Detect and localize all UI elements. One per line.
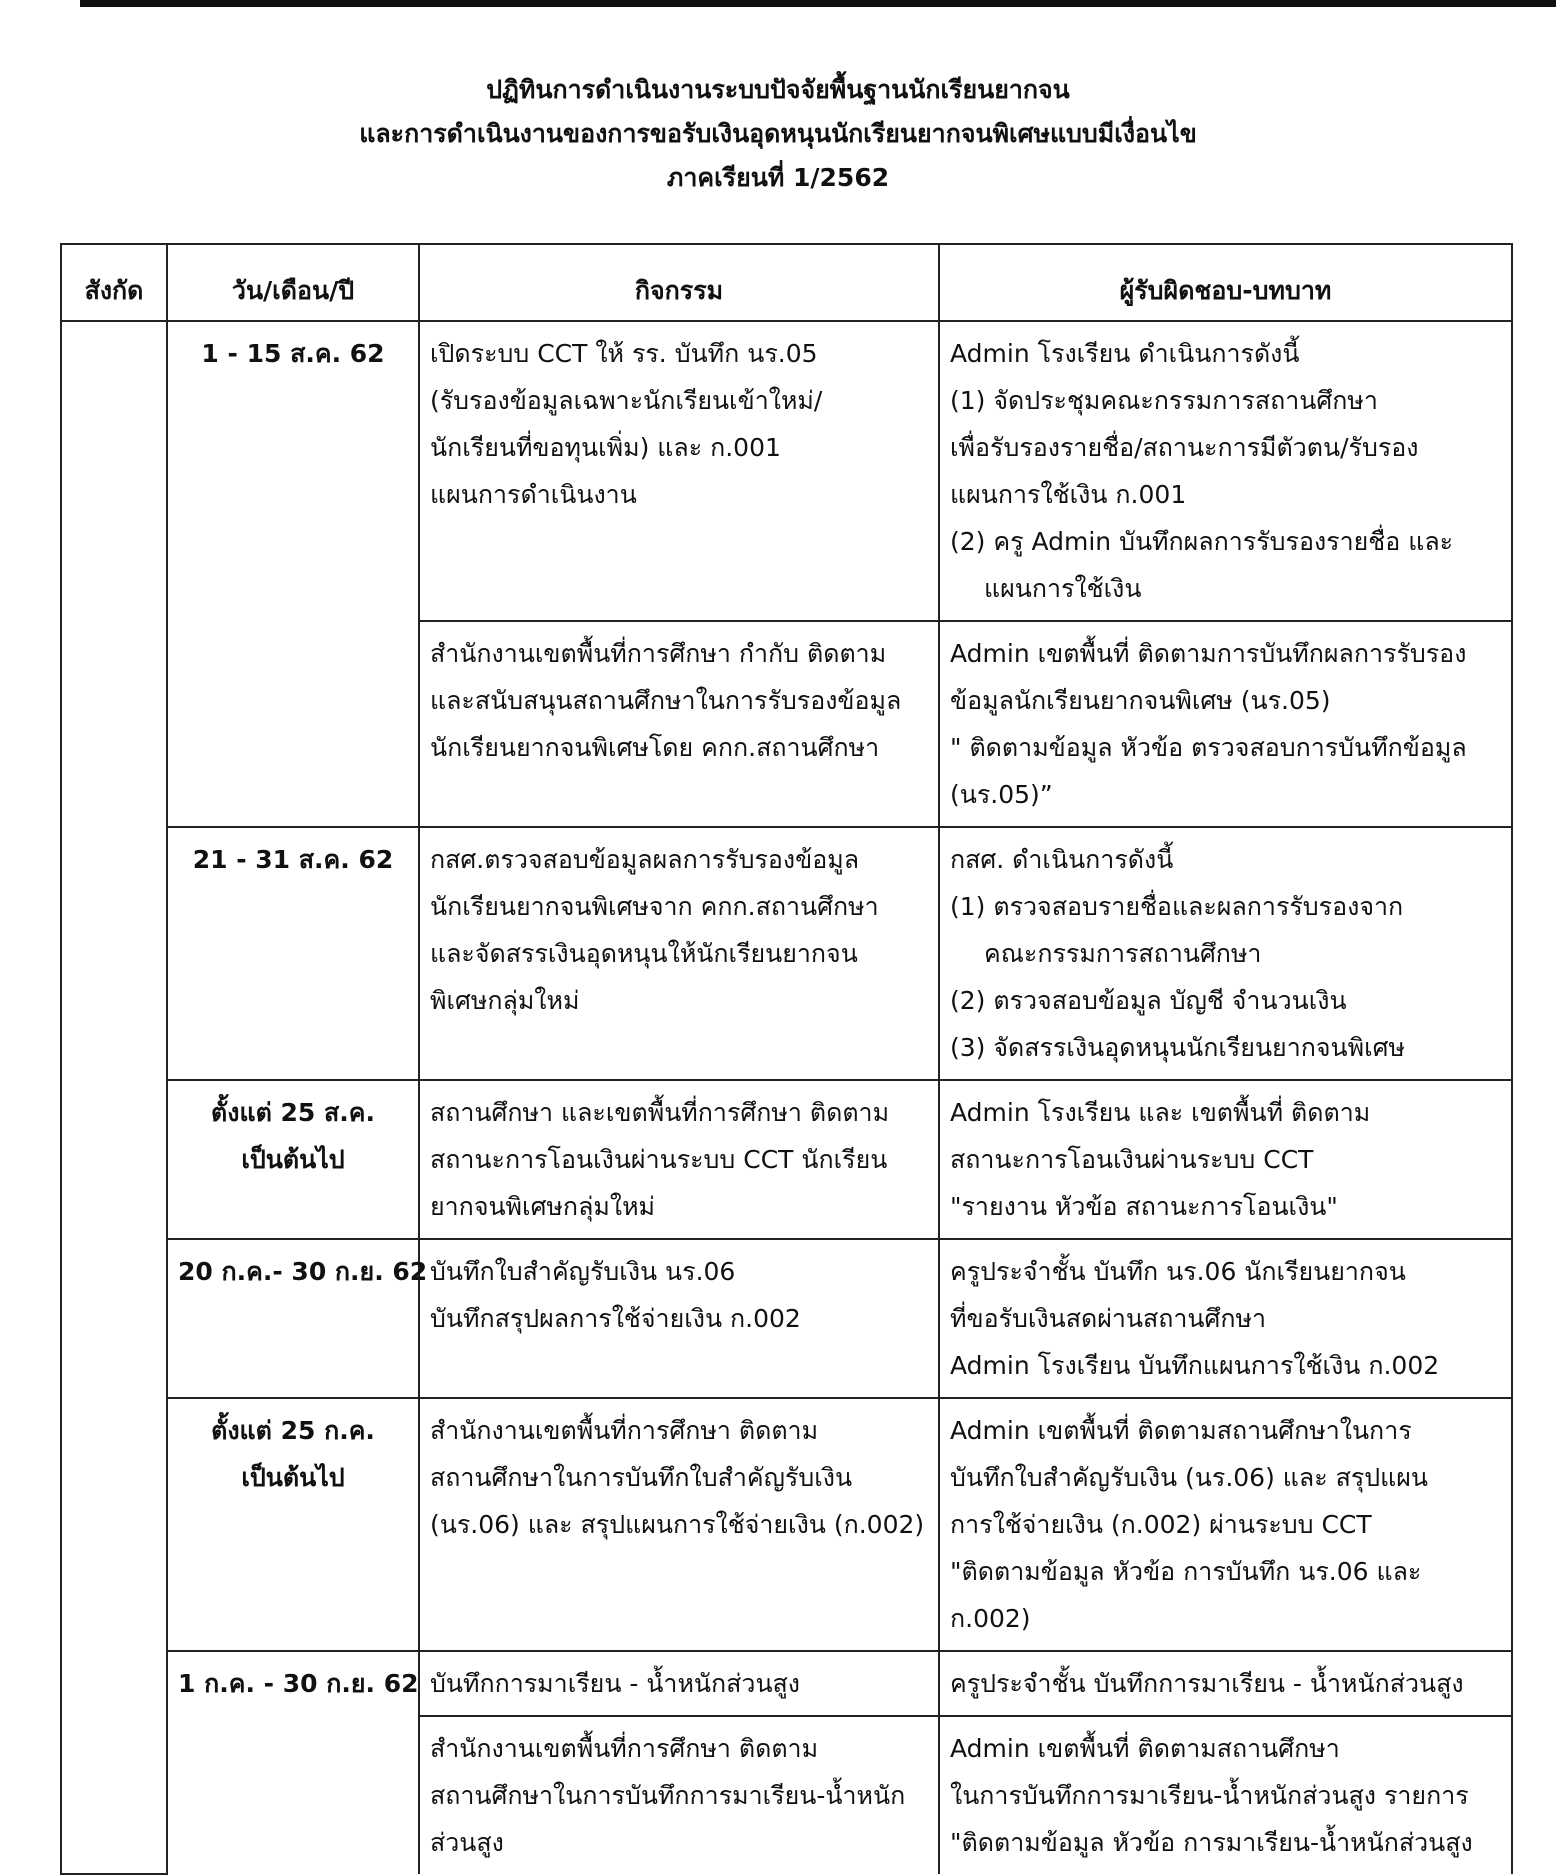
- activity-line: พิเศษกลุ่มใหม่: [430, 986, 580, 1015]
- responsible-cell: [939, 1716, 1512, 1874]
- activity-line: บันทึกการมาเรียน - น้ำหนักส่วนสูง: [430, 1669, 801, 1698]
- responsible-line: "ติดตามข้อมูล หัวข้อ การมาเรียน-น้ำหนักส่วนสูง: [950, 1828, 1473, 1857]
- responsible-line: ในการบันทึกการมาเรียน-น้ำหนักส่วนสูง รายการ: [950, 1781, 1469, 1810]
- responsible-line: กสศ. ดำเนินการดังนี้: [950, 845, 1174, 874]
- activity-cell: [419, 1398, 939, 1651]
- responsible-line: Admin เขตพื้นที่ ติดตามสถานศึกษาในการ: [950, 1416, 1412, 1445]
- date-line: ตั้งแต่ 25 ก.ค.: [211, 1416, 375, 1445]
- activity-cell: [419, 1080, 939, 1239]
- activity-cell: [419, 827, 939, 1080]
- responsible-line: Admin เขตพื้นที่ ติดตามสถานศึกษา: [950, 1734, 1340, 1763]
- activity-line: สำนักงานเขตพื้นที่การศึกษา ติดตาม: [430, 1416, 819, 1445]
- responsible-line: (2) ครู Admin บันทึกผลการรับรองรายชื่อ และ: [950, 527, 1454, 556]
- title-line-2: และการดำเนินงานของการขอรับเงินอุดหนุนนักเรียนยากจนพิเศษแบบมีเงื่อนไข: [359, 119, 1197, 148]
- responsible-line: Admin เขตพื้นที่ ติดตามการบันทึกผลการรับรอง: [950, 639, 1467, 668]
- activity-cell: [419, 1239, 939, 1398]
- table-row: [61, 1398, 1512, 1651]
- table-row: [61, 1080, 1512, 1239]
- responsible-line: Admin โรงเรียน บันทึกแผนการใช้เงิน ก.002: [950, 1351, 1440, 1380]
- table-row: [61, 321, 1512, 621]
- activity-cell: [419, 1716, 939, 1874]
- affiliation-cell: [61, 321, 167, 1874]
- activity-line: สถานศึกษา และเขตพื้นที่การศึกษา ติดตาม: [430, 1098, 890, 1127]
- responsible-line: เพื่อรับรองรายชื่อ/สถานะการมีตัวตน/รับรอง: [950, 433, 1419, 462]
- activity-line: ส่วนสูง: [430, 1828, 504, 1857]
- activity-line: ยากจนพิเศษกลุ่มใหม่: [430, 1192, 656, 1221]
- date-cell: [167, 1080, 419, 1239]
- date-line: 1 - 15 ส.ค. 62: [201, 339, 385, 368]
- responsible-line: (นร.05)”: [950, 780, 1053, 809]
- responsible-line: คณะกรรมการสถานศึกษา: [984, 939, 1262, 968]
- date-cell: [167, 1239, 428, 1398]
- header-activity: กิจกรรม: [419, 244, 939, 321]
- date-cell: [167, 827, 419, 1080]
- responsible-cell: [939, 1651, 1512, 1716]
- responsible-cell: [939, 1080, 1512, 1239]
- date-line: 1 ก.ค. - 30 ก.ย. 62: [178, 1669, 419, 1698]
- activity-line: สถานศึกษาในการบันทึกการมาเรียน-น้ำหนัก: [430, 1781, 906, 1810]
- table-row: [61, 827, 1512, 1080]
- activity-line: สำนักงานเขตพื้นที่การศึกษา ติดตาม: [430, 1734, 819, 1763]
- table-row: [61, 1651, 1512, 1716]
- top-border-bar: [80, 0, 1556, 7]
- responsible-line: สถานะการโอนเงินผ่านระบบ CCT: [950, 1145, 1314, 1174]
- responsible-line: (1) ตรวจสอบรายชื่อและผลการรับรองจาก: [950, 892, 1404, 921]
- responsible-line: ข้อมูลนักเรียนยากจนพิเศษ (นร.05): [950, 686, 1331, 715]
- activity-cell: [419, 321, 939, 621]
- responsible-line: "ติดตามข้อมูล หัวข้อ การบันทึก นร.06 และ: [950, 1557, 1422, 1586]
- date-cell: [167, 321, 419, 827]
- activity-line: สถานะการโอนเงินผ่านระบบ CCT นักเรียน: [430, 1145, 888, 1174]
- responsible-line: ครูประจำชั้น บันทึก นร.06 นักเรียนยากจน: [950, 1257, 1406, 1286]
- responsible-cell: [939, 827, 1512, 1080]
- table-header-row: [61, 244, 1512, 321]
- date-line: ตั้งแต่ 25 ส.ค.: [211, 1098, 375, 1127]
- responsible-line: บันทึกใบสำคัญรับเงิน (นร.06) และ สรุปแผน: [950, 1463, 1429, 1492]
- activity-cell: [419, 621, 939, 827]
- activity-line: บันทึกสรุปผลการใช้จ่ายเงิน ก.002: [430, 1304, 801, 1333]
- title-line-3: ภาคเรียนที่ 1/2562: [666, 163, 890, 192]
- schedule-table: [60, 243, 1513, 1875]
- responsible-line: (3) จัดสรรเงินอุดหนุนนักเรียนยากจนพิเศษ: [950, 1033, 1405, 1062]
- activity-line: นักเรียนที่ขอทุนเพิ่ม) และ ก.001: [430, 433, 781, 462]
- responsible-cell: [939, 1239, 1512, 1398]
- activity-line: กสศ.ตรวจสอบข้อมูลผลการรับรองข้อมูล: [430, 845, 860, 874]
- header-responsible: ผู้รับผิดชอบ-บทบาท: [939, 244, 1512, 321]
- document-title: [0, 68, 1556, 200]
- responsible-line: ที่ขอรับเงินสดผ่านสถานศึกษา: [950, 1304, 1267, 1333]
- activity-line: (นร.06) และ สรุปแผนการใช้จ่ายเงิน (ก.002): [430, 1510, 925, 1539]
- date-cell: [167, 1651, 419, 1874]
- responsible-line: แผนการใช้เงิน: [984, 574, 1142, 603]
- header-affiliation: สังกัด: [61, 244, 167, 321]
- responsible-cell: [939, 621, 1512, 827]
- activity-cell: [419, 1651, 939, 1716]
- date-line: เป็นต้นไป: [241, 1463, 345, 1492]
- title-line-1: ปฏิทินการดำเนินงานระบบปัจจัยพื้นฐานนักเรียนยากจน: [486, 75, 1070, 104]
- responsible-line: Admin โรงเรียน และ เขตพื้นที่ ติดตาม: [950, 1098, 1371, 1127]
- responsible-line: แผนการใช้เงิน ก.001: [950, 480, 1187, 509]
- activity-line: (รับรองข้อมูลเฉพาะนักเรียนเข้าใหม่/: [430, 386, 823, 415]
- responsible-line: การใช้จ่ายเงิน (ก.002) ผ่านระบบ CCT: [950, 1510, 1372, 1539]
- activity-line: เปิดระบบ CCT ให้ รร. บันทึก นร.05: [430, 339, 818, 368]
- table-row: [61, 1239, 1512, 1398]
- activity-line: แผนการดำเนินงาน: [430, 480, 637, 509]
- responsible-line: " ติดตามข้อมูล หัวข้อ ตรวจสอบการบันทึกข้อมูล: [950, 733, 1467, 762]
- responsible-cell: [939, 1398, 1512, 1651]
- responsible-line: "รายงาน หัวข้อ สถานะการโอนเงิน": [950, 1192, 1338, 1221]
- responsible-cell: [939, 321, 1512, 621]
- activity-line: นักเรียนยากจนพิเศษโดย คกก.สถานศึกษา: [430, 733, 880, 762]
- activity-line: สำนักงานเขตพื้นที่การศึกษา กำกับ ติดตาม: [430, 639, 887, 668]
- activity-line: นักเรียนยากจนพิเศษจาก คกก.สถานศึกษา: [430, 892, 879, 921]
- activity-line: และจัดสรรเงินอุดหนุนให้นักเรียนยากจน: [430, 939, 858, 968]
- responsible-line: (2) ตรวจสอบข้อมูล บัญชี จำนวนเงิน: [950, 986, 1347, 1015]
- responsible-line: (1) จัดประชุมคณะกรรมการสถานศึกษา: [950, 386, 1378, 415]
- activity-line: บันทึกใบสำคัญรับเงิน นร.06: [430, 1257, 736, 1286]
- header-date: วัน/เดือน/ปี: [167, 244, 419, 321]
- date-line: 21 - 31 ส.ค. 62: [192, 845, 394, 874]
- date-line: เป็นต้นไป: [241, 1145, 345, 1174]
- responsible-line: Admin โรงเรียน ดำเนินการดังนี้: [950, 339, 1300, 368]
- activity-line: สถานศึกษาในการบันทึกใบสำคัญรับเงิน: [430, 1463, 853, 1492]
- date-line: 20 ก.ค.- 30 ก.ย. 62: [178, 1257, 428, 1286]
- responsible-line: ก.002): [950, 1604, 1031, 1633]
- activity-line: และสนับสนุนสถานศึกษาในการรับรองข้อมูล: [430, 686, 902, 715]
- responsible-line: ครูประจำชั้น บันทึกการมาเรียน - น้ำหนักส่วนสูง: [950, 1669, 1464, 1698]
- date-cell: [167, 1398, 419, 1651]
